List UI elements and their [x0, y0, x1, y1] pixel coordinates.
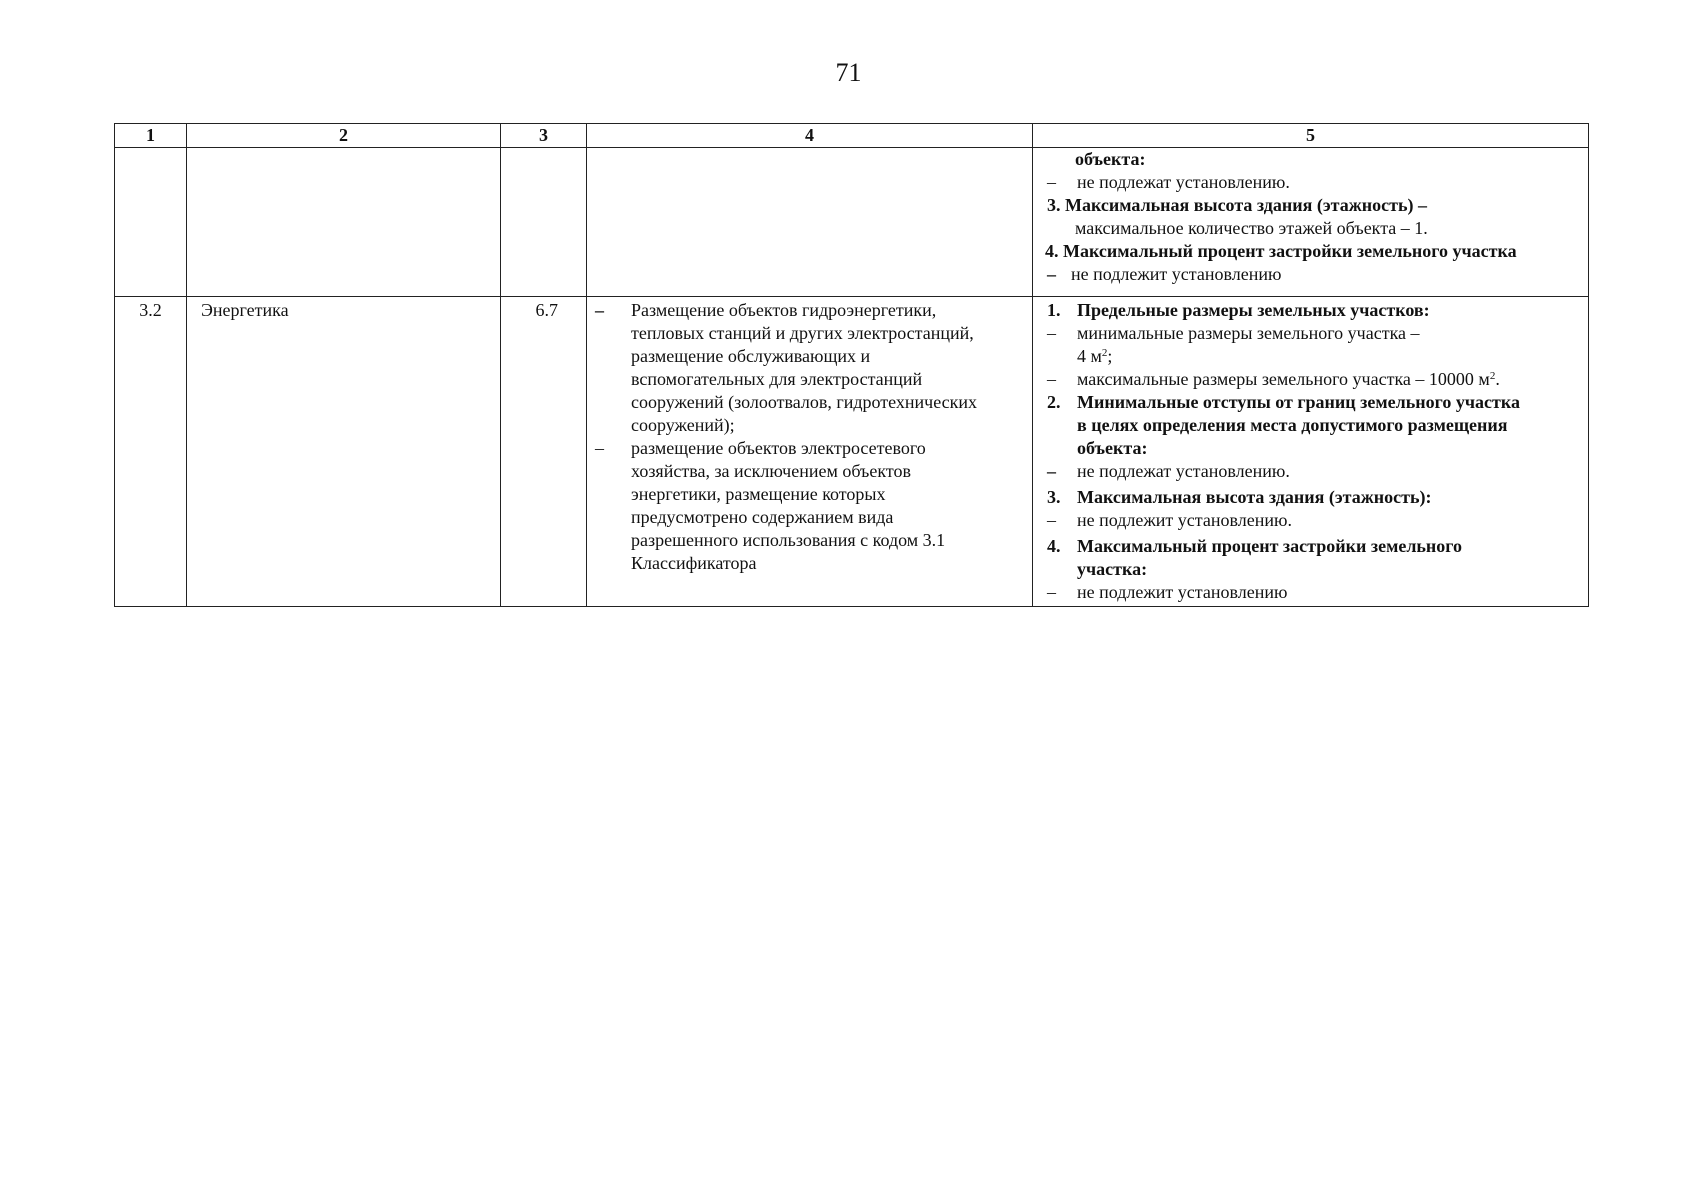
- dash-marker: –: [1047, 461, 1056, 481]
- text-line: сооружений);: [631, 415, 735, 435]
- param-number: 4.: [1047, 536, 1061, 556]
- text-line: Классификатора: [631, 553, 757, 573]
- table-header-row: [115, 124, 1589, 148]
- text-line: вспомогательных для электростанций: [631, 369, 923, 389]
- text-line: сооружений (золоотвалов, гидротехнических: [631, 392, 978, 412]
- column-header-1: 1: [115, 124, 187, 148]
- param-dash-item: [1037, 368, 1584, 391]
- param-heading-height: [1037, 486, 1584, 509]
- text-line: Размещение объектов гидроэнергетики,: [631, 300, 937, 320]
- page-number: 71: [835, 58, 862, 87]
- column-header-5: 5: [1033, 124, 1589, 148]
- punctuation: ;: [1107, 346, 1113, 366]
- param-number: 1.: [1047, 300, 1061, 320]
- param-title: [1077, 391, 1584, 460]
- text-line: тепловых станций и других электростанций,: [631, 323, 974, 343]
- dash-marker: –: [1047, 172, 1056, 192]
- text-line: минимальные размеры земельного участка –: [1077, 323, 1420, 343]
- param-value: не подлежат установлению.: [1077, 172, 1290, 192]
- text-line: участка:: [1077, 559, 1148, 579]
- text-line: Минимальные отступы от границ земельного участка: [1077, 392, 1520, 412]
- param-value: [1077, 322, 1584, 368]
- cell-description: [587, 148, 1033, 297]
- superscript: 2: [1489, 370, 1496, 382]
- column-header-2: 2: [187, 124, 501, 148]
- dash-marker: –: [1047, 369, 1056, 389]
- param-title: Максимальная высота здания (этажность):: [1077, 487, 1432, 507]
- cell-code: 6.7: [501, 297, 587, 607]
- param-heading-height: 3. Максимальная высота здания (этажность) –: [1047, 195, 1427, 215]
- dash-marker: –: [595, 300, 604, 320]
- cell-parameters: [1033, 148, 1589, 297]
- cell-name: Энергетика: [187, 297, 501, 607]
- cell-parameters: [1033, 297, 1589, 607]
- text-line: хозяйства, за исключением объектов: [631, 461, 911, 481]
- param-dash-item: [1037, 263, 1584, 286]
- text-line: объекта:: [1077, 438, 1148, 458]
- param-dash-item: [1037, 581, 1584, 606]
- dash-marker: –: [1047, 323, 1056, 343]
- param-number: 2.: [1047, 392, 1061, 412]
- cell-name: [187, 148, 501, 297]
- text-line: размещение объектов электросетевого: [631, 438, 926, 458]
- cell-description: [587, 297, 1033, 607]
- table-row-3-2: [115, 297, 1589, 607]
- regulations-table: [114, 123, 1589, 607]
- param-title: [1077, 535, 1584, 581]
- param-value: не подлежит установлению: [1077, 582, 1288, 602]
- superscript: 2: [1101, 347, 1108, 359]
- column-header-4: 4: [587, 124, 1033, 148]
- param-heading-percent: 4. Максимальный процент застройки земельного участка: [1045, 241, 1517, 261]
- area-value: 4 м: [1077, 346, 1102, 366]
- param-line-object: объекта:: [1075, 149, 1146, 169]
- table-row-continued: [115, 148, 1589, 297]
- param-value-floors: максимальное количество этажей объекта – 1.: [1075, 218, 1428, 238]
- text-line: [1077, 345, 1584, 368]
- description-text: [631, 437, 1024, 575]
- param-heading-sizes: [1037, 299, 1584, 322]
- text-line: размещение обслуживающих и: [631, 346, 871, 366]
- cell-code: [501, 148, 587, 297]
- description-text: [631, 299, 1024, 437]
- description-item-1: [595, 299, 1024, 437]
- param-dash-item: [1037, 322, 1584, 368]
- area-value: максимальные размеры земельного участка – 10000 м: [1077, 369, 1490, 389]
- text-line: энергетики, размещение которых: [631, 484, 886, 504]
- param-title: Предельные размеры земельных участков:: [1077, 300, 1430, 320]
- dash-marker: –: [1047, 582, 1056, 602]
- cell-number: 3.2: [115, 297, 187, 607]
- param-number: 3.: [1047, 487, 1061, 507]
- dash-marker: –: [1047, 510, 1056, 530]
- param-dash-item: [1037, 509, 1584, 532]
- param-heading-setbacks: [1037, 391, 1584, 460]
- param-heading-percent: [1037, 535, 1584, 581]
- param-dash-item: [1037, 171, 1584, 194]
- text-line: Максимальный процент застройки земельного: [1077, 536, 1463, 556]
- punctuation: .: [1495, 369, 1500, 389]
- param-value: не подлежит установлению.: [1077, 510, 1292, 530]
- cell-number: [115, 148, 187, 297]
- param-dash-item: [1037, 460, 1584, 483]
- description-item-2: [595, 437, 1024, 575]
- text-line: предусмотрено содержанием вида: [631, 507, 894, 527]
- param-value: [1077, 368, 1584, 391]
- column-header-3: 3: [501, 124, 587, 148]
- dash-marker: –: [595, 438, 604, 458]
- param-value: не подлежат установлению.: [1077, 461, 1290, 481]
- text-line: разрешенного использования с кодом 3.1: [631, 530, 946, 550]
- param-value: не подлежит установлению: [1071, 264, 1282, 284]
- dash-marker: –: [1047, 264, 1056, 284]
- text-line: в целях определения места допустимого размещения: [1077, 415, 1508, 435]
